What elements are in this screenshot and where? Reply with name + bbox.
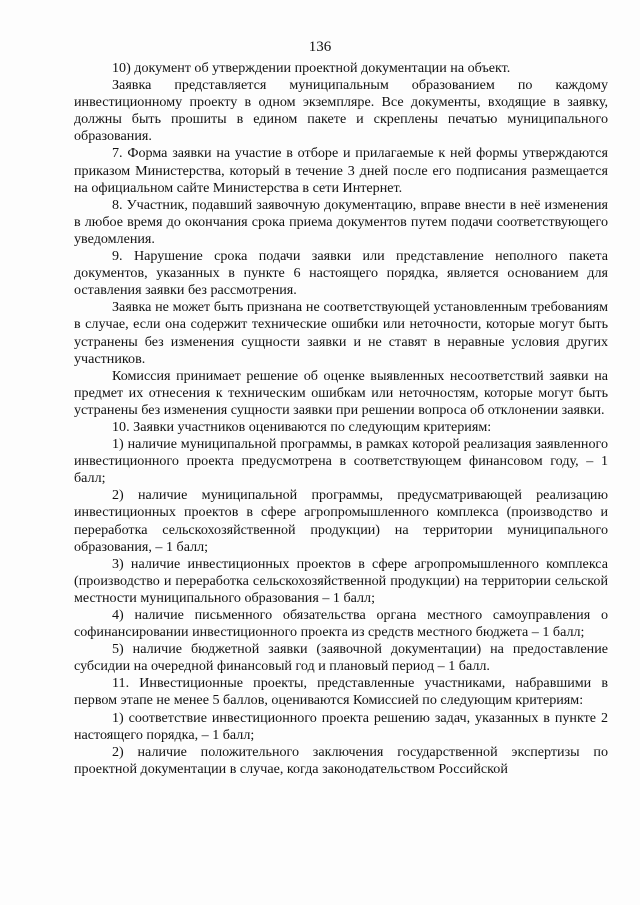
paragraph: 10) документ об утверждении проектной документации на объект. xyxy=(112,60,511,76)
paragraph: 2) наличие муниципальной программы, предусматривающей реализацию инвестиционных проектов в сфере агропромышленного комплекса (производство и переработка сельскохозяйственной продукции) на территории муниципального образования, – 1 балл; xyxy=(74,487,608,555)
paragraph: 8. Участник, подавший заявочную документацию, вправе внести в неё изменения в любое время до окончания срока приема документов путем подачи соответствующего уведомления. xyxy=(74,196,608,247)
paragraph: Заявка не может быть признана не соответствующей установленным требованиям в случае, если она содержит технические ошибки или неточности, которые могут быть устранены без изменения сущности заявки и не ставят в неравные условия других участников. xyxy=(74,299,608,367)
paragraph: 5) наличие бюджетной заявки (заявочной документации) на предоставление субсидии на очередной финансовый год и плановый период – 1 балл. xyxy=(74,641,608,675)
paragraph: 9. Нарушение срока подачи заявки или представление неполного пакета документов, указанных в пункте 6 настоящего порядка, является основанием для оставления заявки без рассмотрения. xyxy=(74,248,608,299)
paragraph: 1) соответствие инвестиционного проекта решению задач, указанных в пункте 2 настоящего порядка, – 1 балл; xyxy=(74,709,608,743)
paragraph: Комиссия принимает решение об оценке выявленных несоответствий заявки на предмет их отнесения к техническим ошибкам или неточностям, которые могут быть устранены без изменения сущности заявки при решении вопроса об отклонении заявки. xyxy=(74,367,608,418)
paragraph: 4) наличие письменного обязательства органа местного самоуправления о софинансировании инвестиционного проекта из средств местного бюджета – 1 балл; xyxy=(74,607,608,641)
paragraph: 2) наличие положительного заключения государственной экспертизы по проектной документации в случае, когда законодательством Российской xyxy=(74,743,608,777)
paragraph: 3) наличие инвестиционных проектов в сфере агропромышленного комплекса (производство и переработка сельскохозяйственной продукции) на территории сельской местности муниципального образования – 1 балл; xyxy=(74,555,608,606)
page-number: 136 xyxy=(308,39,332,55)
paragraph: Заявка представляется муниципальным образованием по каждому инвестиционному проекту в одном экземпляре. Все документы, входящие в заявку, должны быть прошиты в едином пакете и скреплены печатью муниципального образования. xyxy=(74,77,608,145)
paragraph: 1) наличие муниципальной программы, в рамках которой реализация заявленного инвестиционного проекта предусмотрена в соответствующем финансовом году, – 1 балл; xyxy=(74,436,608,487)
document-body xyxy=(74,60,608,778)
paragraph: 11. Инвестиционные проекты, представленные участниками, набравшими в первом этапе не менее 5 баллов, оцениваются Комиссией по следующим критериям: xyxy=(74,675,608,709)
paragraph: 7. Форма заявки на участие в отборе и прилагаемые к ней формы утверждаются приказом Министерства, который в течение 3 дней после его подписания размещается на официальном сайте Министерства в сети Интернет. xyxy=(74,145,608,196)
paragraph: 10. Заявки участников оцениваются по следующим критериям: xyxy=(112,418,492,435)
